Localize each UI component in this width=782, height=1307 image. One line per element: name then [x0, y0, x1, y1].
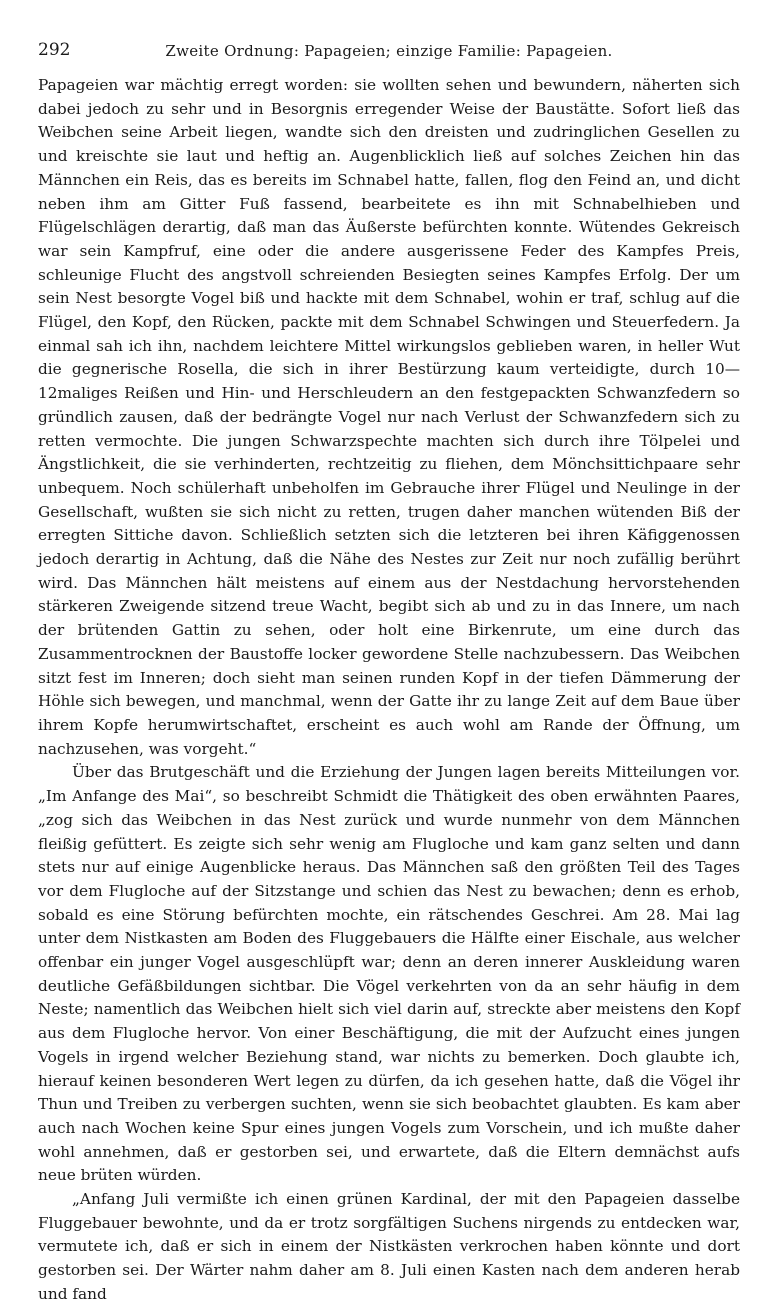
- body-text: [38, 74, 740, 1307]
- paragraph-continued: Papageien war mächtig erregt worden: sie wollten sehen und bewundern, näherten sich dabei jedoch zu sehr und in Besorgnis erregender Weise der Baustätte. Sofort ließ das Weibchen seine Arbeit liegen, wandte sich den dreisten und zudringlichen Gesellen zu und kreischte sie laut und heftig an. Augenblicklich ließ auf solches Zeichen hin das Männchen ein Reis, das es bereits im Schnabel hatte, fallen, flog den Feind an, und dicht neben ihm am Gitter Fuß fassend, bearbeitete es ihn mit Schnabelhieben und Flügelschlägen derartig, daß man das Äußerste befürchten konnte. Wütendes Gekreisch war sein Kampfruf, eine oder die andere ausgerissene Feder des Kampfes Preis, schleunige Flucht des angstvoll schreienden Besiegten seines Kampfes Erfolg. Der um sein Nest besorgte Vogel biß und hackte mit dem Schnabel, wohin er traf, schlug auf die Flügel, den Kopf, den Rücken, packte mit dem Schnabel Schwingen und Steuerfedern. Ja einmal sah ich ihn, nachdem leichtere Mittel wirkungslos geblieben waren, in heller Wut die gegnerische Rosella, die sich in ihrer Bestürzung kaum verteidigte, durch 10—12maliges Reißen und Hin- und Herschleudern an den festgepackten Schwanzfedern so gründlich zausen, daß der bedrängte Vogel nur nach Verlust der Schwanzfedern sich zu retten vermochte. Die jungen Schwarzspechte machten sich durch ihre Tölpelei und Ängstlichkeit, die sie verhinderten, rechtzeitig zu fliehen, dem Mönchsittichpaare sehr unbequem. Noch schülerhaft unbeholfen im Gebrauche ihrer Flügel und Neulinge in der Gesellschaft, wußten sie sich nicht zu retten, trugen daher manchen wütenden Biß der erregten Sittiche davon. Schließlich setzten sich die letzteren bei ihren Käfiggenossen jedoch derartig in Achtung, daß die Nähe des Nestes zur Zeit nur noch zufällig berührt wird. Das Männchen hält meistens auf einem aus der Nestdachung hervorstehenden stärkeren Zweigende sitzend treue Wacht, begibt sich ab und zu in das Innere, um nach der brütenden Gattin zu sehen, oder holt eine Birkenrute, um eine durch das Zusammentrocknen der Baustoffe locker gewordene Stelle nachzubessern. Das Weibchen sitzt fest im Inneren; doch sieht man seinen runden Kopf in der tiefen Dämmerung der Höhle sich bewegen, und manchmal, wenn der Gatte ihr zu lange Zeit auf dem Baue über ihrem Kopfe herumwirtschaftet, erscheint es auch wohl am Rande der Öffnung, um nachzusehen, was vorgeht.“: [38, 76, 740, 758]
- page-number: 292: [38, 40, 71, 60]
- running-head: Zweite Ordnung: Papageien; einzige Familie: Papageien.: [165, 42, 613, 60]
- paragraph-kardinal: „Anfang Juli vermißte ich einen grünen Kardinal, der mit den Papageien dasselbe Fluggebauer bewohnte, und da er trotz sorgfältigen Suchens nirgends zu entdecken war, vermutete ich, daß er sich in einem der Nistkästen verkrochen haben könnte und dort gestorben sei. Der Wärter nahm daher am 8. Juli einen Kasten nach dem anderen herab und fand: [38, 1190, 740, 1303]
- paragraph-brutgeschaeft: Über das Brutgeschäft und die Erziehung der Jungen lagen bereits Mitteilungen vor. „Im Anfange des Mai“, so beschreibt Schmidt die Thätigkeit des oben erwähnten Paares, „zog sich das Weibchen in das Nest zurück und wurde nunmehr von dem Männchen fleißig gefüttert. Es zeigte sich sehr wenig am Flugloche und kam ganz selten und dann stets nur auf einige Augenblicke heraus. Das Männchen saß den größten Teil des Tages vor dem Flugloche auf der Sitzstange und schien das Nest zu bewachen; denn es erhob, sobald es eine Störung befürchten mochte, ein rätschendes Geschrei. Am 28. Mai lag unter dem Nistkasten am Boden des Fluggebauers die Hälfte einer Eischale, aus welcher offenbar ein junger Vogel ausgeschlüpft war; denn an deren innerer Auskleidung waren deutliche Gefäßbildungen sichtbar. Die Vögel verkehrten von da an sehr häufig in dem Neste; namentlich das Weibchen hielt sich viel darin auf, streckte aber meistens den Kopf aus dem Flugloche hervor. Von einer Beschäftigung, die mit der Aufzucht eines jungen Vogels in irgend welcher Beziehung stand, war nichts zu bemerken. Doch glaubte ich, hierauf keinen besonderen Wert legen zu dürfen, da ich gesehen hatte, daß die Vögel ihr Thun und Treiben zu verbergen suchten, wenn sie sich beobachtet glaubten. Es kam aber auch nach Wochen keine Spur eines jungen Vogels zum Vorschein, und ich mußte daher wohl annehmen, daß er gestorben sei, und erwartete, daß die Eltern demnächst aufs neue brüten würden.: [38, 763, 740, 1185]
- page-header: [38, 38, 740, 74]
